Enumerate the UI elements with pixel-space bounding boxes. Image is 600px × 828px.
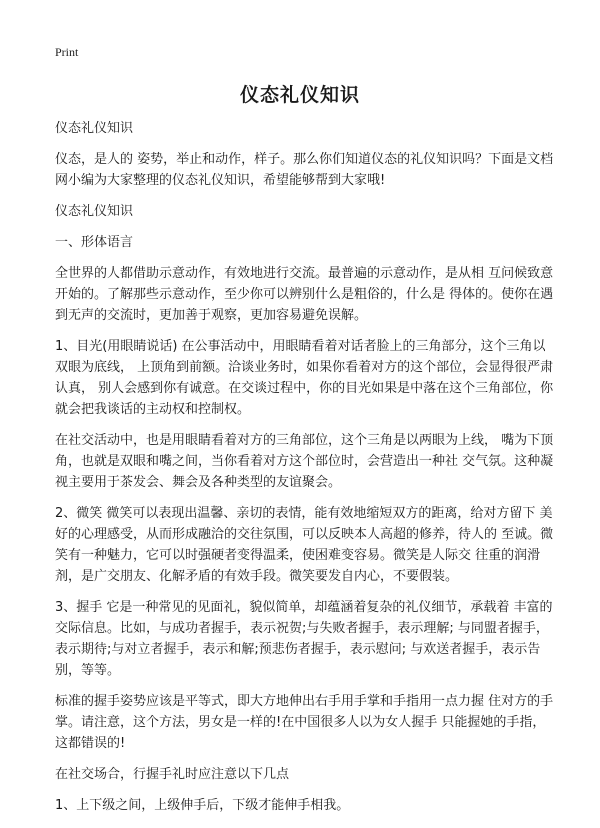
paragraph-body: 1、上下级之间，上级伸手后，下级才能伸手相我。: [55, 798, 350, 813]
paragraph-intro: 仪态，是人的 姿势，举止和动作，样子。那么你们知道仪态的礼仪知识吗？下面是文档网小编为大家整理的仪态礼仪知识，希望能够帮到大家哦!: [55, 152, 554, 188]
document-title: 仪态礼仪知识: [239, 84, 360, 106]
paragraph-body: 在社交活动中，也是用眼睛看着对方的三角部位，这个三角是以两眼为上线， 嘴为下顶角，也就是双眼和嘴之间，当你看着对方这个部位时，会营造出一种社 交气氛。这种凝视主要用于茶发会、舞会及各种类型的友谊聚会。: [55, 433, 554, 490]
paragraph-body: 全世界的人都借助示意动作，有效地进行交流。最普遍的示意动作，是从相 互问候致意开始的。了解那些示意动作，至少你可以辨别什么是粗俗的，什么是 得体的。使你在遇到无声的交流时，更加善于观察，更加容易避免误解。: [55, 266, 554, 323]
paragraph-body: 1、目光(用眼睛说话) 在公事活动中，用眼睛看着对话者脸上的三角部分，这个三角以双眼为底线， 上顶角到前额。洽谈业务时，如果你看着对方的这个部位，会显得很严肃认真， 别人会感到你有诚意。在交谈过程中，你的目光如果是中落在这个三角部位，你 就会把我谈话的主动权和控制权。: [55, 339, 554, 417]
paragraph-subtitle: 仪态礼仪知识: [55, 121, 134, 136]
paragraph-body: 在社交场合，行握手礼时应注意以下几点: [55, 767, 290, 782]
paragraph-body: 2、微笑 微笑可以表现出温馨、亲切的表情，能有效地缩短双方的距离，给对方留下 美好的心理感受，从而形成融洽的交往氛围，可以反映本人高超的修养，待人的 至诚。微笑有一种魅力，它可以时强硬者变得温柔，使困难变容易。微笑是人际交 往重的润滑剂，是广交朋友、化解矛盾的有效手段。微笑要发自内心，不要假装。: [55, 506, 554, 584]
paragraph-heading: 仪态礼仪知识: [55, 204, 134, 219]
paragraph-body: 3、握手 它是一种常见的见面礼，貌似简单，却蕴涵着复杂的礼仪细节，承载着 丰富的交际信息。比如，与成功者握手，表示祝贺;与失败者握手，表示理解; 与同盟者握手，表示期待;与对立者握手，表示和解;预悲伤者握手，表示慰问; 与欢送者握手，表示告别，等等。: [55, 600, 553, 678]
section-heading: 一、形体语言: [55, 235, 134, 250]
paragraph-body: 标准的握手姿势应该是平等式，即大方地伸出右手用手掌和手指用一点力握 住对方的手掌。请注意，这个方法，男女是一样的!在中国很多人以为女人握手 只能握她的手指，这都错误的!: [55, 694, 554, 751]
document-body: [55, 118, 555, 816]
print-label: Print: [55, 45, 79, 59]
